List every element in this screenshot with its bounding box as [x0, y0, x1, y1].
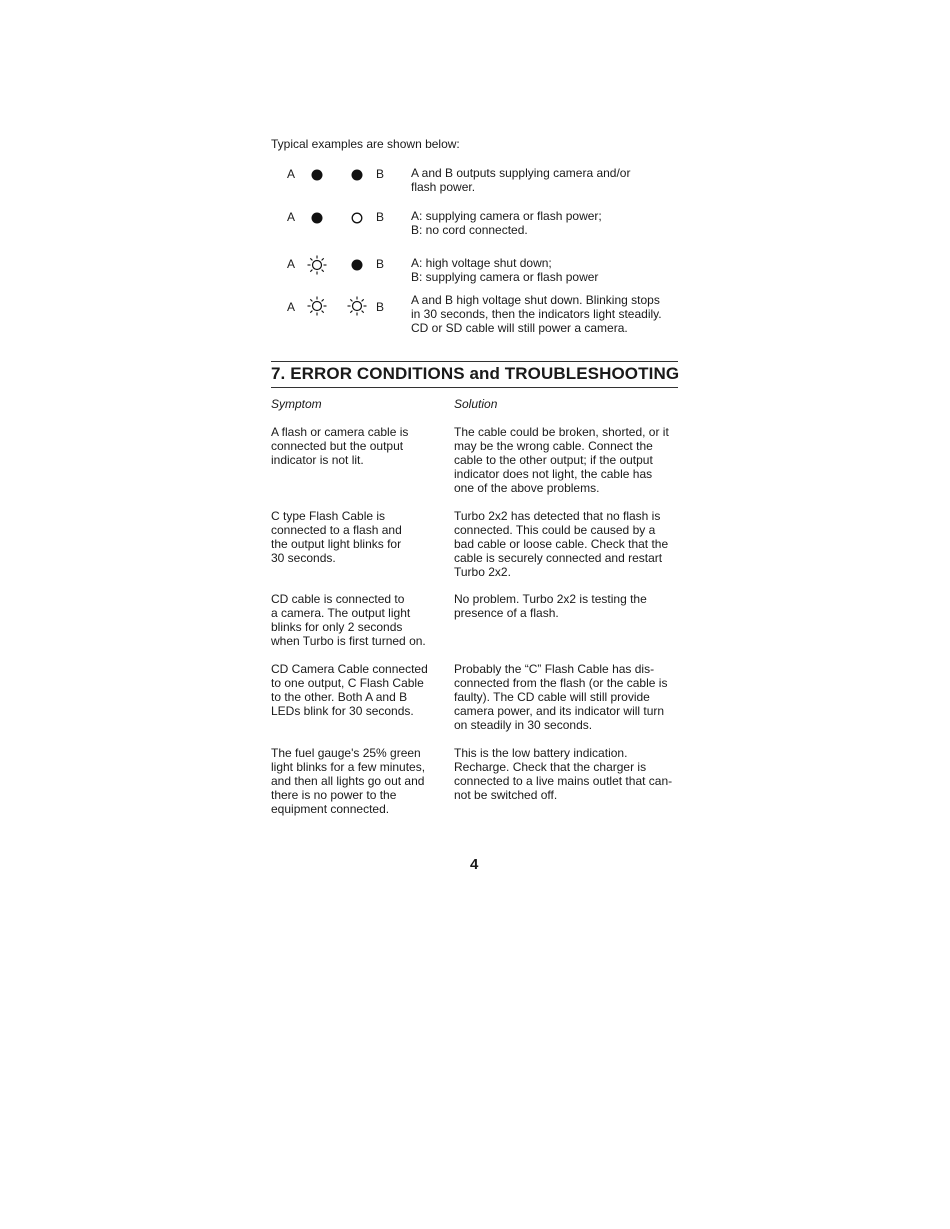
example-row	[287, 167, 687, 207]
symptom-text: The fuel gauge's 25% green light blinks for a few minutes, and then all lights go out and there is no power to the equipment connected.	[271, 746, 426, 816]
example-description: A: high voltage shut down; B: supplying camera or flash power	[411, 256, 599, 284]
solution-text: This is the low battery indication. Recharge. Check that the charger is connected to a live mains outlet that can- not be switched off.	[454, 746, 673, 802]
symptom-text: C type Flash Cable is connected to a flash and the output light blinks for 30 seconds.	[271, 509, 402, 565]
symptom-text: CD Camera Cable connected to one output, C Flash Cable to the other. Both A and B LEDs blink for 30 seconds.	[271, 662, 428, 718]
example-description: A and B outputs supplying camera and/or flash power.	[411, 166, 631, 194]
intro-text: Typical examples are shown below:	[271, 137, 460, 151]
indicator-blinking-icon	[306, 254, 328, 276]
symptom-text: A flash or camera cable is connected but the output indicator is not lit.	[271, 425, 409, 467]
symptom-column-header: Symptom	[271, 397, 322, 411]
solution-text: The cable could be broken, shorted, or it may be the wrong cable. Connect the cable to the other output; if the output indicator does not light, the cable has one of the above problems.	[454, 425, 669, 495]
example-row	[287, 294, 687, 334]
example-row	[287, 210, 687, 250]
indicator-on-icon	[346, 164, 368, 186]
output-a-label: A	[287, 210, 296, 224]
symptom-text: CD cable is connected to a camera. The output light blinks for only 2 seconds when Turbo is first turned on.	[271, 592, 426, 648]
solution-text: No problem. Turbo 2x2 is testing the presence of a flash.	[454, 592, 647, 620]
section-title: 7. ERROR CONDITIONS and TROUBLESHOOTING	[271, 364, 680, 383]
output-a-label: A	[287, 257, 296, 271]
example-description: A and B high voltage shut down. Blinking stops in 30 seconds, then the indicators light steadily. CD or SD cable will still power a camera.	[411, 293, 662, 335]
indicator-on-icon	[306, 207, 328, 229]
indicator-on-icon	[306, 164, 328, 186]
example-description: A: supplying camera or flash power; B: no cord connected.	[411, 209, 602, 237]
output-b-label: B	[376, 167, 385, 181]
solution-text: Turbo 2x2 has detected that no flash is connected. This could be caused by a bad cable or loose cable. Check that the cable is securely connected and restart Turbo 2x2.	[454, 509, 669, 579]
heading-rule-bottom	[271, 387, 678, 388]
output-a-label: A	[287, 167, 296, 181]
solution-text: Probably the “C” Flash Cable has dis- connected from the flash (or the cable is faulty). The CD cable will still provide camera power, and its indicator will turn on steadily in 30 seconds.	[454, 662, 668, 732]
indicator-on-icon	[346, 254, 368, 276]
heading-rule-top	[271, 361, 678, 362]
indicator-blinking-icon	[306, 295, 328, 317]
output-b-label: B	[376, 257, 385, 271]
example-row	[287, 257, 687, 297]
output-b-label: B	[376, 210, 385, 224]
page-number: 4	[470, 856, 479, 873]
output-a-label: A	[287, 300, 296, 314]
indicator-blinking-icon	[346, 295, 368, 317]
output-b-label: B	[376, 300, 385, 314]
indicator-off-icon	[346, 207, 368, 229]
solution-column-header: Solution	[454, 397, 498, 411]
